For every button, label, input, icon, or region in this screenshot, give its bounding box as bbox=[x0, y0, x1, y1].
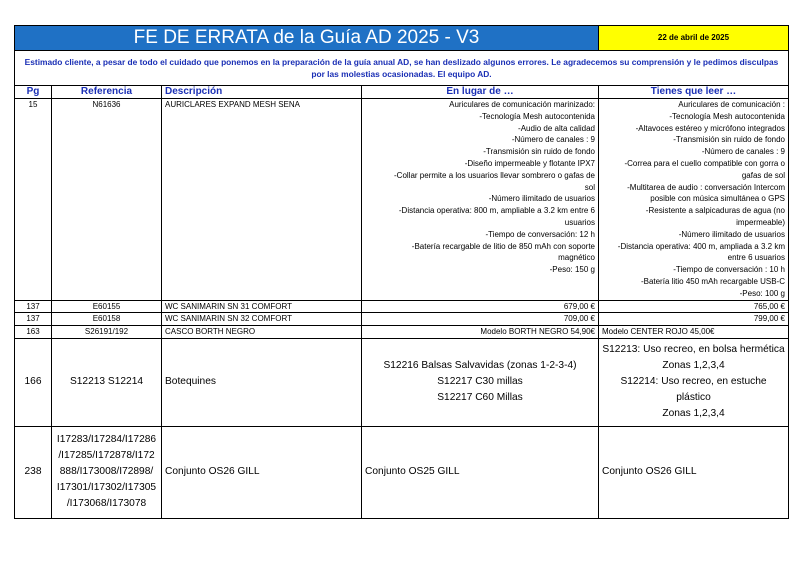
read-line: S12213: Uso recreo, en bolsa hermética bbox=[602, 344, 785, 356]
row-read bbox=[599, 99, 789, 301]
ref-line: 888/I173008/I72898/ bbox=[59, 466, 154, 478]
table-row bbox=[15, 326, 789, 339]
row-instead: 679,00 € bbox=[362, 300, 599, 313]
ref-line: /I173068/I173078 bbox=[66, 498, 147, 510]
column-header-en-lugar-de: En lugar de … bbox=[362, 86, 599, 99]
read-line: -Multitarea de audio : conversación Intercom bbox=[627, 182, 785, 192]
row-ref: E60155 bbox=[52, 300, 162, 313]
column-header-referencia: Referencia bbox=[52, 86, 162, 99]
errata-table bbox=[14, 25, 789, 519]
instead-line: sol bbox=[584, 182, 595, 192]
read-line: S12214: Uso recreo, en estuche plástico bbox=[620, 376, 767, 404]
read-line: -Tecnología Mesh autocontenida bbox=[669, 111, 785, 121]
read-line: -Resistente a salpicaduras de agua (no bbox=[645, 206, 785, 216]
instead-line: S12217 C30 millas bbox=[437, 376, 523, 388]
row-instead: Conjunto OS25 GILL bbox=[362, 426, 599, 518]
row-ref: S26191/192 bbox=[52, 326, 162, 339]
document-date: 22 de abril de 2025 bbox=[599, 26, 789, 51]
row-read: 765,00 € bbox=[599, 300, 789, 313]
table-row bbox=[15, 300, 789, 313]
read-line: Auriculares de comunicación : bbox=[678, 100, 785, 109]
ref-line: I17283/I17284/I17286 bbox=[56, 434, 157, 446]
row-desc: Conjunto OS26 GILL bbox=[162, 426, 362, 518]
instead-line: S12217 C60 Millas bbox=[437, 392, 523, 404]
row-read bbox=[599, 338, 789, 426]
instead-line: -Peso: 150 g bbox=[549, 265, 595, 275]
title-row bbox=[15, 26, 789, 51]
row-instead bbox=[362, 99, 599, 301]
column-header-row bbox=[15, 86, 789, 99]
instead-line: -Tecnología Mesh autocontenida bbox=[479, 111, 595, 121]
notice-text: Estimado cliente, a pesar de todo el cuidado que ponemos en la preparación de la guía anual AD, se han deslizado algunos errores. Le agradecemos su comprensión y le pedimos disculpas por las molestias ocasionadas. El equipo AD. bbox=[15, 51, 789, 86]
read-line: -Número de canales : 9 bbox=[701, 147, 785, 157]
read-line: -Batería litio 450 mAh recargable USB-C bbox=[640, 276, 785, 286]
table-row bbox=[15, 313, 789, 326]
row-desc: AURICLARES EXPAND MESH SENA bbox=[162, 99, 362, 301]
table-row bbox=[15, 99, 789, 301]
row-desc: Botequines bbox=[162, 338, 362, 426]
column-header-pg: Pg bbox=[15, 86, 52, 99]
instead-line: -Batería recargable de litio de 850 mAh con soporte bbox=[411, 241, 595, 251]
row-pg: 137 bbox=[15, 300, 52, 313]
notice-row bbox=[15, 51, 789, 86]
read-line: impermeable) bbox=[736, 217, 785, 227]
row-instead: 709,00 € bbox=[362, 313, 599, 326]
read-line: -Distancia operativa: 400 m, ampliada a 3.2 km bbox=[617, 241, 785, 251]
read-line: -Peso: 100 g bbox=[739, 288, 785, 298]
document-title: FE DE ERRATA de la Guía AD 2025 - V3 bbox=[15, 26, 599, 51]
read-line: posible con música simultánea o GPS bbox=[650, 194, 785, 204]
row-read: 799,00 € bbox=[599, 313, 789, 326]
instead-line: -Collar permite a los usuarios llevar sombrero o gafas de bbox=[394, 170, 595, 180]
instead-line: -Distancia operativa: 800 m, ampliable a 3.2 km entre 6 bbox=[398, 206, 595, 216]
column-header-descripcion: Descripción bbox=[162, 86, 362, 99]
row-read: Conjunto OS26 GILL bbox=[599, 426, 789, 518]
instead-line: -Tiempo de conversación: 12 h bbox=[485, 229, 595, 239]
ref-line: /I17285/I172878/I172 bbox=[58, 450, 155, 462]
instead-line: usuarios bbox=[564, 217, 595, 227]
read-line: -Transmisión sin ruido de fondo bbox=[673, 135, 785, 145]
instead-line: S12216 Balsas Salvavidas (zonas 1-2-3-4) bbox=[383, 360, 577, 372]
instead-line: Auriculares de comunicación marinizado: bbox=[449, 100, 595, 109]
row-instead bbox=[362, 338, 599, 426]
instead-line: -Audio de alta calidad bbox=[518, 123, 595, 133]
instead-line: magnético bbox=[558, 253, 595, 263]
instead-line: -Número de canales : 9 bbox=[511, 135, 595, 145]
instead-line: -Número ilimitado de usuarios bbox=[488, 194, 595, 204]
row-ref bbox=[52, 426, 162, 518]
row-pg: 238 bbox=[15, 426, 52, 518]
row-ref: S12213 S12214 bbox=[52, 338, 162, 426]
row-pg: 137 bbox=[15, 313, 52, 326]
ref-line: I17301/I17302/I17305 bbox=[56, 482, 157, 494]
read-line: entre 6 usuarios bbox=[727, 253, 785, 263]
read-line: gafas de sol bbox=[741, 170, 785, 180]
row-ref: N61636 bbox=[52, 99, 162, 301]
instead-line: -Transmisión sin ruido de fondo bbox=[483, 147, 595, 157]
instead-line: -Diseño impermeable y flotante IPX7 bbox=[464, 158, 595, 168]
read-line: -Altavoces estéreo y micrófono integrados bbox=[635, 123, 785, 133]
table-row bbox=[15, 338, 789, 426]
row-pg: 163 bbox=[15, 326, 52, 339]
row-desc: WC SANIMARIN SN 32 COMFORT bbox=[162, 313, 362, 326]
row-ref: E60158 bbox=[52, 313, 162, 326]
row-pg: 15 bbox=[15, 99, 52, 301]
read-line: -Tiempo de conversación : 10 h bbox=[673, 265, 785, 275]
row-instead: Modelo BORTH NEGRO 54,90€ bbox=[362, 326, 599, 339]
row-desc: WC SANIMARIN SN 31 COMFORT bbox=[162, 300, 362, 313]
row-desc: CASCO BORTH NEGRO bbox=[162, 326, 362, 339]
row-read: Modelo CENTER ROJO 45,00€ bbox=[599, 326, 789, 339]
read-line: -Correa para el cuello compatible con gorra o bbox=[624, 158, 785, 168]
read-line: Zonas 1,2,3,4 bbox=[662, 360, 725, 372]
column-header-tienes-que-leer: Tienes que leer … bbox=[599, 86, 789, 99]
row-pg: 166 bbox=[15, 338, 52, 426]
read-line: Zonas 1,2,3,4 bbox=[662, 408, 725, 420]
table-row bbox=[15, 426, 789, 518]
read-line: -Número ilimitado de usuarios bbox=[678, 229, 785, 239]
